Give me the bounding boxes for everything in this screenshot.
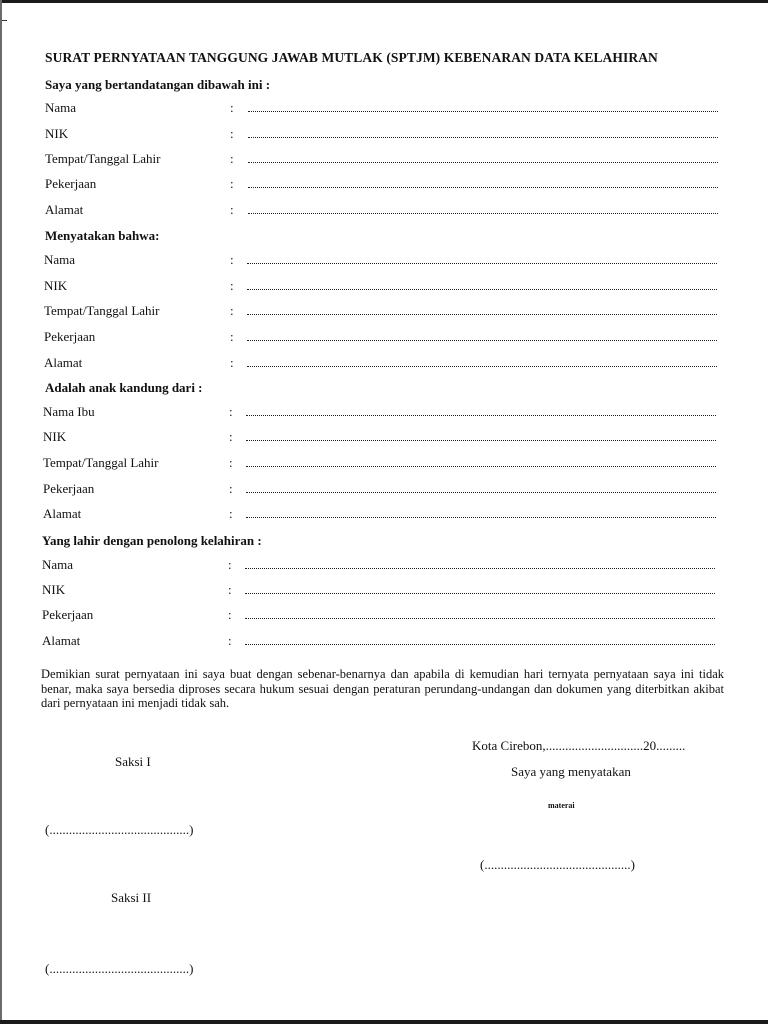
field-row (0, 329, 768, 349)
field-colon: : (229, 429, 233, 444)
witness-2-label: Saksi II (111, 890, 152, 905)
fill-in-line[interactable] (248, 111, 718, 112)
fill-in-line[interactable] (247, 263, 717, 264)
fill-in-line[interactable] (245, 644, 715, 645)
field-colon: : (230, 329, 234, 344)
field-row (0, 252, 768, 272)
field-label: Alamat (44, 355, 83, 370)
field-label: Nama (45, 100, 77, 115)
section-heading-subject: Menyatakan bahwa: (45, 228, 160, 243)
field-colon: : (230, 252, 234, 267)
field-row (0, 633, 768, 653)
field-row (0, 607, 768, 627)
field-label: Alamat (45, 202, 84, 217)
fill-in-line[interactable] (246, 517, 716, 518)
field-row (0, 202, 768, 222)
field-colon: : (228, 607, 232, 622)
fill-in-line[interactable] (245, 593, 715, 594)
field-row (0, 506, 768, 526)
declarant-signature-line[interactable]: (.............................................) (480, 857, 635, 872)
scan-mark (2, 20, 7, 21)
field-label: Nama Ibu (43, 404, 95, 419)
field-label: Nama (44, 252, 76, 267)
field-colon: : (230, 303, 234, 318)
field-label: Pekerjaan (43, 481, 95, 496)
field-row (0, 151, 768, 171)
scan-edge-bottom (0, 1020, 768, 1024)
fill-in-line[interactable] (247, 366, 717, 367)
field-label: NIK (43, 429, 67, 444)
declarant-label: Saya yang menyatakan (511, 764, 631, 779)
fill-in-line[interactable] (248, 213, 718, 214)
field-label: NIK (44, 278, 68, 293)
fill-in-line[interactable] (248, 187, 718, 188)
field-colon: : (229, 506, 233, 521)
field-colon: : (228, 633, 232, 648)
field-row (0, 481, 768, 501)
scan-edge-top (0, 0, 768, 3)
place-date-line: Kota Cirebon,..............................20......... (472, 738, 686, 753)
field-colon: : (229, 481, 233, 496)
field-row (0, 557, 768, 577)
fill-in-line[interactable] (248, 162, 718, 163)
field-colon: : (230, 355, 234, 370)
fill-in-line[interactable] (248, 137, 718, 138)
fill-in-line[interactable] (247, 289, 717, 290)
fill-in-line[interactable] (246, 415, 716, 416)
field-colon: : (230, 202, 234, 217)
witness-1-label: Saksi I (115, 754, 151, 769)
field-colon: : (228, 557, 232, 572)
witness-2-signature-line[interactable]: (...........................................) (45, 961, 194, 976)
field-label: Pekerjaan (45, 176, 97, 191)
field-label: Tempat/Tanggal Lahir (44, 303, 160, 318)
field-row (0, 429, 768, 449)
field-colon: : (230, 151, 234, 166)
field-label: Tempat/Tanggal Lahir (45, 151, 161, 166)
witness-1-signature-line[interactable]: (...........................................) (45, 822, 194, 837)
stamp-duty-placeholder: materai (548, 801, 575, 810)
field-label: Nama (42, 557, 74, 572)
field-colon: : (230, 278, 234, 293)
field-row (0, 355, 768, 375)
field-row (0, 126, 768, 146)
field-label: NIK (42, 582, 66, 597)
field-label: Pekerjaan (44, 329, 96, 344)
field-label: Alamat (42, 633, 81, 648)
field-colon: : (230, 100, 234, 115)
section-heading-declarant: Saya yang bertandatangan dibawah ini : (45, 77, 271, 92)
field-row (0, 303, 768, 323)
field-label: NIK (45, 126, 69, 141)
field-colon: : (228, 582, 232, 597)
field-row (0, 404, 768, 424)
field-label: Pekerjaan (42, 607, 94, 622)
field-colon: : (230, 176, 234, 191)
fill-in-line[interactable] (247, 340, 717, 341)
statement-paragraph: Demikian surat pernyataan ini saya buat dengan sebenar-benarnya dan apabila di kemudian hari ternyata pernyataan saya ini tidak benar, maka saya bersedia diproses secara hukum sesuai dengan peraturan perundang-undangan dan dokumen yang diterbitkan akibat dari pernyataan ini menjadi tidak sah. (41, 667, 724, 710)
field-label: Alamat (43, 506, 82, 521)
fill-in-line[interactable] (247, 314, 717, 315)
fill-in-line[interactable] (246, 440, 716, 441)
field-row (0, 100, 768, 120)
field-row (0, 455, 768, 475)
field-colon: : (229, 455, 233, 470)
field-label: Tempat/Tanggal Lahir (43, 455, 159, 470)
field-colon: : (230, 126, 234, 141)
fill-in-line[interactable] (245, 618, 715, 619)
fill-in-line[interactable] (246, 466, 716, 467)
field-row (0, 278, 768, 298)
fill-in-line[interactable] (245, 568, 715, 569)
document-title: SURAT PERNYATAAN TANGGUNG JAWAB MUTLAK (SPTJM) KEBENARAN DATA KELAHIRAN (45, 50, 658, 65)
section-heading-birth-attendant: Yang lahir dengan penolong kelahiran : (42, 533, 262, 548)
section-heading-parents: Adalah anak kandung dari : (45, 380, 203, 395)
field-row (0, 176, 768, 196)
field-colon: : (229, 404, 233, 419)
field-row (0, 582, 768, 602)
fill-in-line[interactable] (246, 492, 716, 493)
